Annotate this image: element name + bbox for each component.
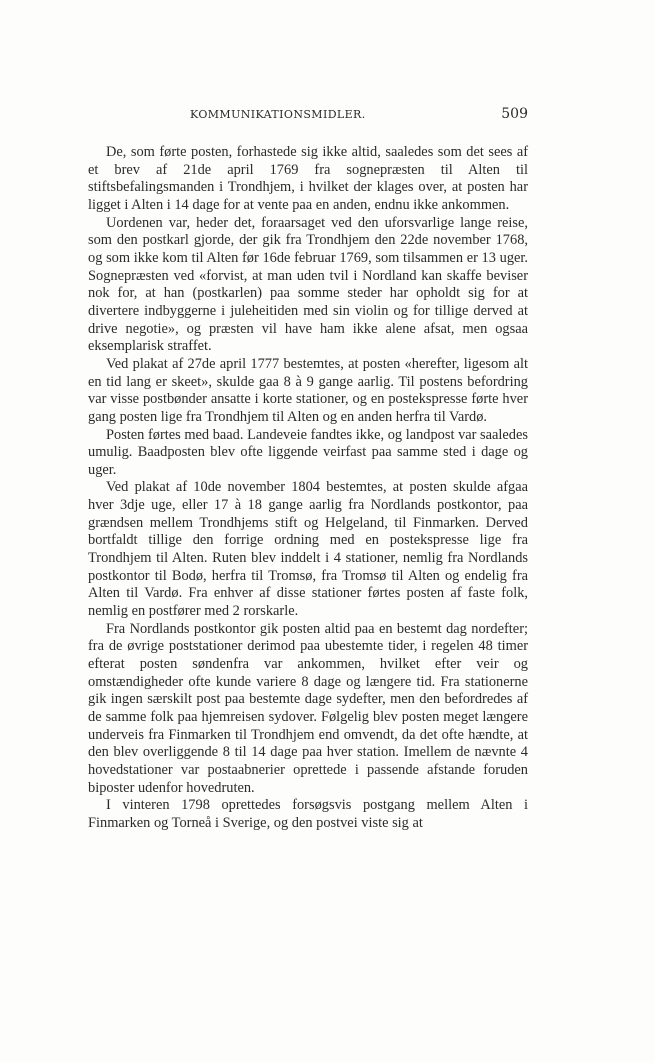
paragraph: Fra Nordlands postkontor gik posten altid paa en bestemt dag nordefter; fra de øvrige poststationer derimod paa ubestemte tider, i regelen 48 timer efterat posten søndenfra var ankommen, hvilket efter veir og omstændigheder ofte kunde variere 8 dage og længere tid. Fra stationerne gik ingen særskilt post paa bestemte dage sydefter, men den befordredes af de samme folk paa hjemreisen sydover. Følgelig blev posten meget længere underveis fra Finmarken til Trondhjem end omvendt, da det ofte hændte, at den blev overliggende 8 til 14 dage paa hver station. Imellem de nævnte 4 hovedstationer var postaabnerier oprettede i passende afstande foruden biposter udenfor hovedruten. bbox=[88, 620, 528, 796]
page-number: 509 bbox=[501, 106, 528, 122]
paragraph: Ved plakat af 10de november 1804 bestemtes, at posten skulde afgaa hver 3dje uge, eller 17 à 18 gange aarlig fra Nordlands postkontor, paa grændsen mellem Trondhjems stift og Helgeland, til Finmarken. Derved bortfaldt tillige den forrige ordning med en postekspresse lige fra Trondhjem til Alten. Ruten blev inddelt i 4 stationer, nemlig fra Nordlands postkontor til Bodø, herfra til Tromsø, fra Tromsø til Alten og endelig fra Alten til Vardø. Fra enhver af disse stationer førtes posten af faste folk, nemlig en postfører med 2 rorskarle. bbox=[88, 479, 528, 620]
body-text bbox=[88, 144, 528, 833]
paragraph: Ved plakat af 27de april 1777 bestemtes, at posten «herefter, ligesom alt en tid lang er skeet», skulde gaa 8 à 9 gange aarlig. Til postens befordring var visse postbønder ansatte i korte stationer, og en postekspresse førte hver gang posten lige fra Trondhjem til Alten og en anden herfra til Vardø. bbox=[88, 355, 528, 425]
paragraph: Uordenen var, heder det, foraarsaget ved den uforsvarlige lange reise, som den postkarl gjorde, der gik fra Trondhjem den 22de november 1768, og som ikke kom til Alten før 16de februar 1769, som tilsammen er 13 uger. Sognepræsten ved «forvist, at man uden tvil i Nordland kan skaffe beviser nok for, at han (postkarlen) paa somme steder har opholdt sig for at divertere indbyggerne i juleheitiden med sin violin og for tillige derved at drive negotie», og præsten vil have ham ikke alene afsat, men ogsaa eksemplarisk straffet. bbox=[88, 214, 528, 355]
running-header bbox=[88, 108, 528, 128]
paragraph: Posten førtes med baad. Landeveie fandtes ikke, og landpost var saaledes umulig. Baadposten blev ofte liggende veirfast paa samme sted i dage og uger. bbox=[88, 426, 528, 478]
paragraph: I vinteren 1798 oprettedes forsøgsvis postgang mellem Alten i Finmarken og Torneå i Sverige, og den postvei viste sig at bbox=[88, 797, 528, 831]
paragraph: De, som førte posten, forhastede sig ikke altid, saaledes som det sees af et brev af 21de april 1769 fra sognepræsten til Alten til stiftsbefalingsmanden i Trondhjem, i hvilket der klages over, at posten har ligget i Alten i 14 dage for at vente paa en anden, endnu ikke ankommen. bbox=[88, 144, 528, 213]
running-title: KOMMUNIKATIONSMIDLER. bbox=[190, 108, 366, 121]
